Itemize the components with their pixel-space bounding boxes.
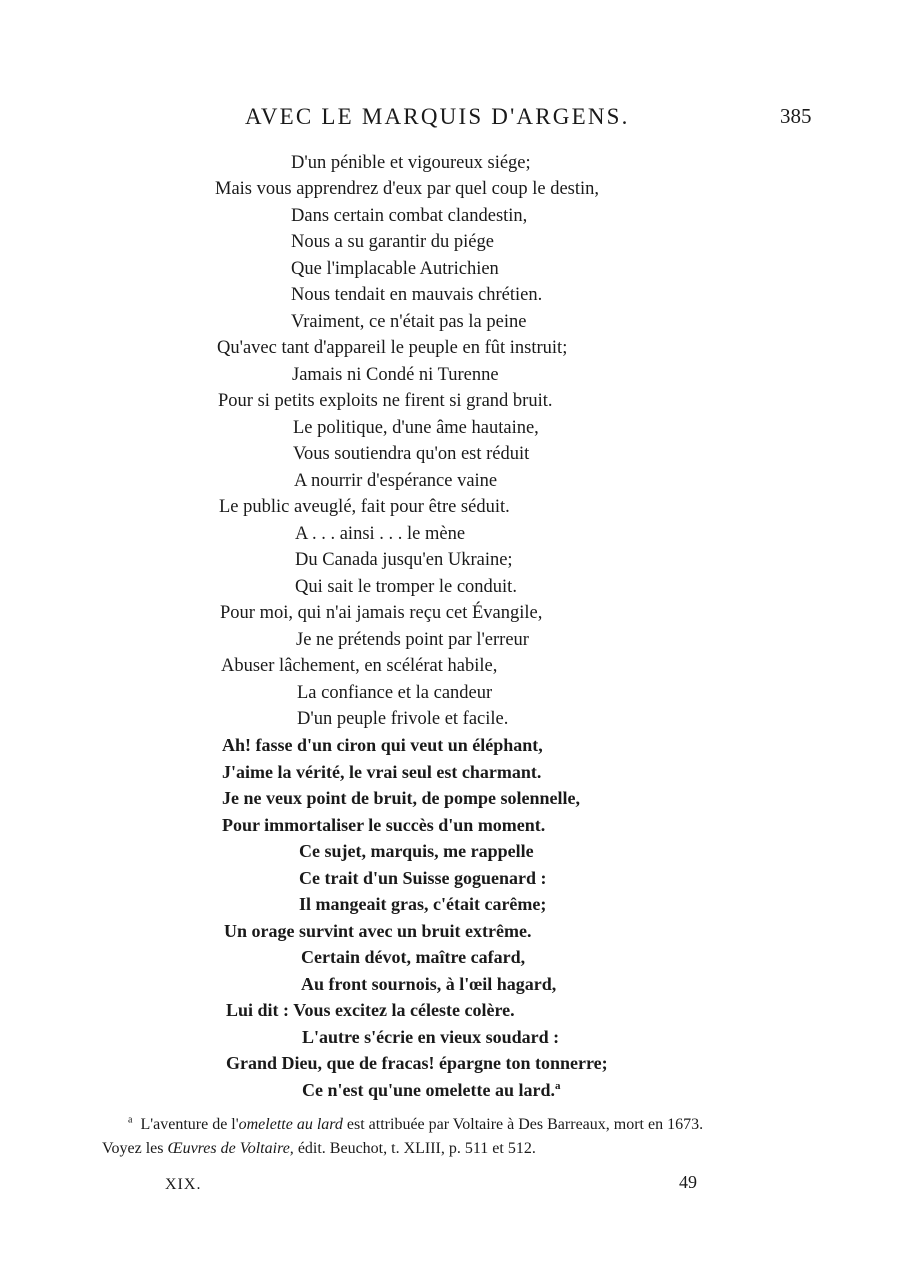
poem-line: D'un peuple frivole et facile. [297,709,509,729]
poem-line: Qui sait le tromper le conduit. [295,577,517,597]
poem-line-last [302,1077,560,1103]
poem-line: Lui dit : Vous excitez la céleste colère. [226,1000,515,1020]
footnote-text: édit. Beuchot, t. XLIII, p. 511 et 512. [293,1140,536,1157]
poem-line: Mais vous apprendrez d'eux par quel coup le destin, [215,179,600,199]
poem-line-text: Ce n'est qu'une omelette au lard. [302,1080,555,1100]
footnote-italic-title: omelette au lard [238,1116,343,1133]
running-title: AVEC LE MARQUIS D'ARGENS. [245,104,630,129]
poem-line: Pour si petits exploits ne firent si grand bruit. [218,391,553,411]
poem-line: Du Canada jusqu'en Ukraine; [295,550,513,570]
poem-line: La confiance et la candeur [297,683,493,703]
poem-line: Pour moi, qui n'ai jamais reçu cet Évangile, [220,603,543,623]
poem-line: Ah! fasse d'un ciron qui veut un éléphant, [222,735,543,755]
poem-line: J'aime la vérité, le vrai seul est charmant. [222,762,542,782]
poem-line: A . . . ainsi . . . le mène [295,524,466,544]
footnote-text: L'aventure de l' [140,1116,239,1133]
sheet-number: 49 [679,1172,697,1192]
poem-line: Que l'implacable Autrichien [291,259,499,279]
poem-line: Je ne prétends point par l'erreur [296,630,529,650]
footnote-line-2 [102,1140,536,1158]
poem-line: Un orage survint avec un bruit extrême. [224,921,532,941]
poem-line: Jamais ni Condé ni Turenne [292,365,499,385]
poem-line: Ce sujet, marquis, me rappelle [299,841,534,861]
footnote-reference: a [554,1080,561,1092]
footnote-text: est attribuée par Voltaire à Des Barreaux, mort en 1673. [342,1116,704,1133]
page-number: 385 [780,104,812,128]
poem-line: Abuser lâchement, en scélérat habile, [221,656,498,676]
poem-line: Dans certain combat clandestin, [291,206,528,226]
poem-line: Je ne veux point de bruit, de pompe solennelle, [222,788,581,808]
poem-line: Le public aveuglé, fait pour être séduit. [219,497,510,517]
poem-line: Le politique, d'une âme hautaine, [293,418,539,438]
poem-line: Nous a su garantir du piége [291,232,494,252]
poem-line: Grand Dieu, que de fracas! épargne ton tonnerre; [226,1053,608,1073]
poem-line: Au front sournois, à l'œil hagard, [301,974,557,994]
poem-line: Qu'avec tant d'appareil le peuple en fût instruit; [217,338,568,358]
poem-line: Il mangeait gras, c'était carême; [299,894,547,914]
poem-line: Vraiment, ce n'était pas la peine [291,312,527,332]
footnote-marker: a [128,1114,133,1126]
poem-line: A nourrir d'espérance vaine [294,471,498,491]
signature-mark: XIX. [165,1176,202,1193]
poem-line: Pour immortaliser le succès d'un moment. [222,815,546,835]
poem-line: Vous soutiendra qu'on est réduit [293,444,530,464]
poem-line: D'un pénible et vigoureux siége; [291,153,531,173]
poem-line: Certain dévot, maître cafard, [301,947,526,967]
poem-line: L'autre s'écrie en vieux soudard : [302,1027,560,1047]
footnote-line-1 [128,1116,703,1134]
poem-line: Ce trait d'un Suisse goguenard : [299,868,547,888]
footnote-text: Voyez les [102,1140,168,1157]
poem-line: Nous tendait en mauvais chrétien. [291,285,543,305]
footnote-italic-work: Œuvres de Voltaire, [167,1140,294,1157]
